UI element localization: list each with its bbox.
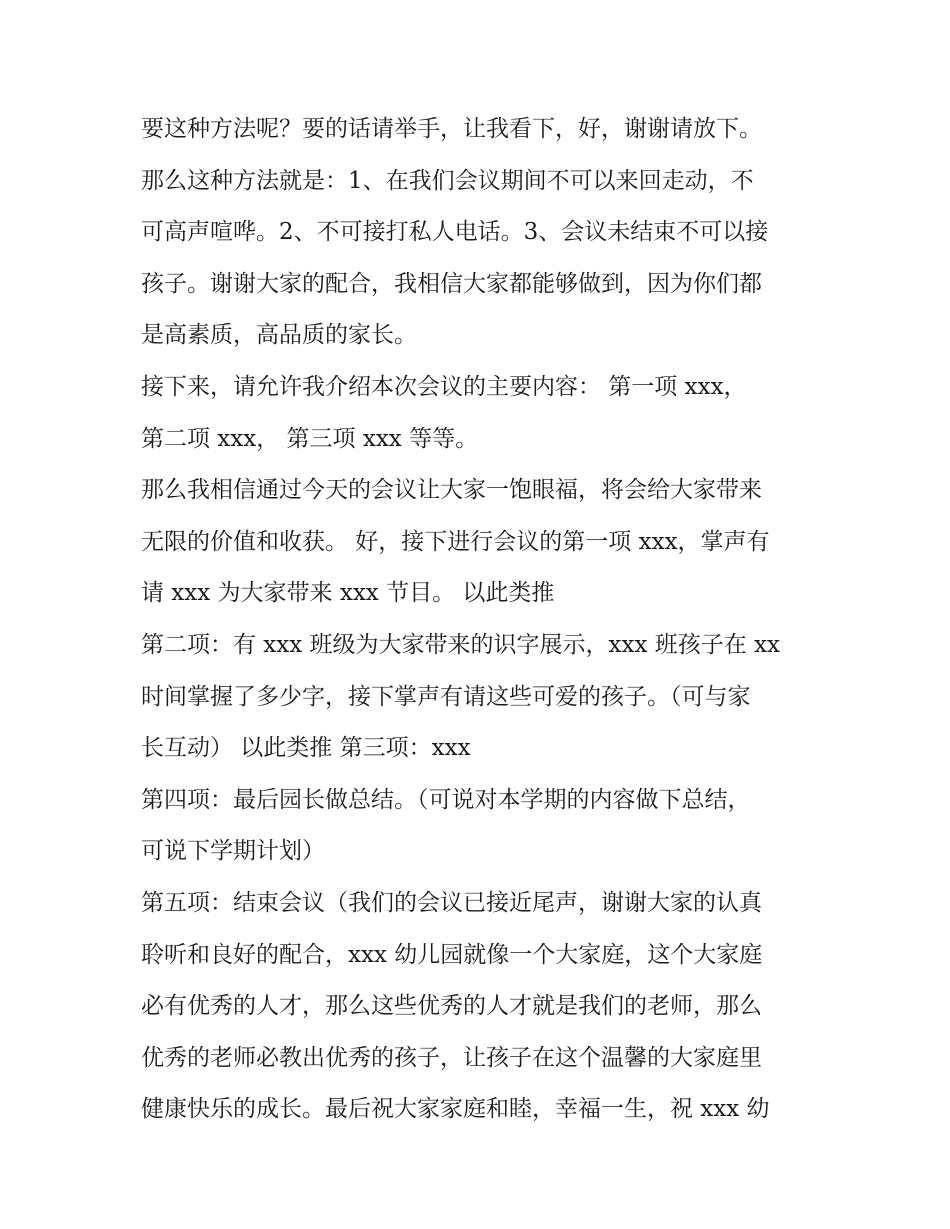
- text-line: 那么我相信通过今天的会议让大家一饱眼福，将会给大家带来: [141, 477, 762, 504]
- text-line: 第四项：最后园长做总结。（可说对本学期的内容做下总结，: [141, 786, 751, 813]
- document-body: [141, 104, 821, 1136]
- text-line: 接下来，请允许我介绍本次会议的主要内容： 第一项 xxx，: [141, 373, 747, 400]
- text-line: 健康快乐的成长。最后祝大家家庭和睦，幸福一生，祝 xxx 幼: [141, 1096, 770, 1123]
- text-line: 聆听和良好的配合，xxx 幼儿园就像一个大家庭，这个大家庭: [141, 941, 763, 968]
- text-line: 可说下学期计划）: [141, 838, 325, 865]
- text-line: 要这种方法呢？要的话请举手，让我看下，好，谢谢请放下。: [141, 116, 762, 142]
- text-line: 是高素质，高品质的家长。: [141, 322, 417, 349]
- text-line: 第五项：结束会议（我们的会议已接近尾声，谢谢大家的认真: [141, 889, 762, 916]
- text-line: 无限的价值和收获。 好，接下进行会议的第一项 xxx，掌声有: [141, 528, 770, 555]
- text-line: 长互动） 以此类推 第三项：xxx: [141, 735, 471, 762]
- text-line: 孩子。谢谢大家的配合，我相信大家都能够做到，因为你们都: [141, 270, 762, 297]
- text-line: 时间掌握了多少字，接下掌声有请这些可爱的孩子。（可与家: [141, 683, 751, 710]
- text-line: 请 xxx 为大家带来 xxx 节目。 以此类推: [141, 580, 555, 607]
- text-line: 第二项 xxx， 第三项 xxx 等等。: [141, 425, 479, 452]
- text-line: 优秀的老师必教出优秀的孩子，让孩子在这个温馨的大家庭里: [141, 1044, 762, 1071]
- text-line: 那么这种方法就是：1、在我们会议期间不可以来回走动，不: [141, 167, 754, 194]
- text-line: 第二项：有 xxx 班级为大家带来的识字展示，xxx 班孩子在 xx: [141, 631, 781, 658]
- text-line: 可高声喧哗。2、不可接打私人电话。3、会议未结束不可以接: [141, 219, 769, 246]
- text-line: 必有优秀的人才，那么这些优秀的人才就是我们的老师，那么: [141, 993, 762, 1020]
